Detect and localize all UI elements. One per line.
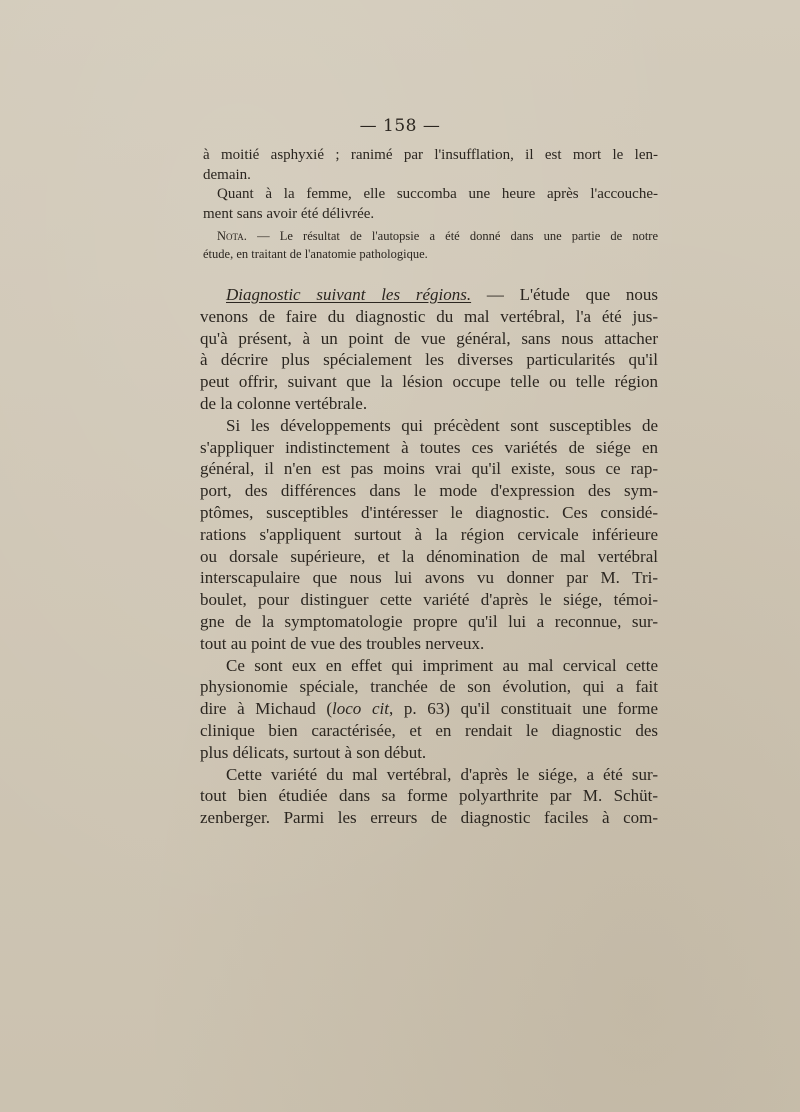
text-line: Si les développements qui précèdent sont susceptibles de <box>226 415 658 435</box>
text-line: à moitié asphyxié ; ranimé par l'insufflation, il est mort le len- <box>203 147 658 163</box>
text-line <box>200 698 658 720</box>
text-line <box>200 284 658 306</box>
text-line: ptômes, susceptibles d'intéresser le diagnostic. Ces considé- <box>200 502 658 522</box>
text-line: demain. <box>203 166 251 183</box>
text-line: plus délicats, surtout à son début. <box>200 742 427 762</box>
top-text <box>203 146 658 224</box>
page-number: — 158 — <box>359 116 441 136</box>
text-line: venons de faire du diagnostic du mal vertébral, l'a été jus- <box>200 306 658 326</box>
text-line: peut offrir, suivant que la lésion occupe telle ou telle région <box>200 372 658 392</box>
text-span: , p. 63) qu'il constituait une forme <box>388 699 658 719</box>
section-heading: Diagnostic suivant les régions. <box>226 285 472 304</box>
text-line: à décrire plus spécialement les diverses particularités qu'il <box>200 350 658 370</box>
text-line: ou dorsale supérieure, et la dénomination de mal vertébral <box>200 546 658 566</box>
text-line: étude, en traitant de l'anatomie pathologique. <box>203 247 428 261</box>
text-line: de la colonne vertébrale. <box>200 393 368 413</box>
text-span: — L'étude que nous <box>486 285 658 304</box>
main-body <box>200 284 658 829</box>
text-line: boulet, pour distinguer cette variété d'après le siége, témoi- <box>200 590 658 610</box>
nota-text: — Le résultat de l'autopsie a été donné dans une partie de notre <box>257 229 659 243</box>
nota-footnote <box>203 227 658 263</box>
text-span: dire à Michaud ( <box>200 699 333 719</box>
text-line: Quant à la femme, elle succomba une heure après l'accouche- <box>217 186 658 202</box>
text-line: gne de la symptomatologie propre qu'il lui a reconnue, sur- <box>200 611 658 631</box>
text-line: zenberger. Parmi les erreurs de diagnostic faciles à com- <box>200 808 658 828</box>
text-line: clinique bien caractérisée, et en rendait le diagnostic des <box>200 720 658 740</box>
text-line: Cette variété du mal vertébral, d'après le siége, a été sur- <box>226 764 658 784</box>
citation-italic: loco cit <box>332 699 389 719</box>
text-line: ment sans avoir été délivrée. <box>203 205 375 222</box>
text-line: interscapulaire que nous lui avons vu donner par M. Tri- <box>200 568 658 588</box>
text-line: physionomie spéciale, tranchée de son évolution, qui a fait <box>200 677 658 697</box>
text-line: tout au point de vue des troubles nerveux. <box>200 633 485 653</box>
text-line: s'appliquer indistinctement à toutes ces variétés de siége en <box>200 437 658 457</box>
text-line: Ce sont eux en effet qui impriment au mal cervical cette <box>226 655 658 675</box>
text-line: port, des différences dans le mode d'expression des sym- <box>200 481 658 501</box>
text-line: qu'à présent, à un point de vue général, sans nous attacher <box>200 328 658 348</box>
text-line: rations s'appliquent surtout à la région cervicale inférieure <box>200 524 658 544</box>
text-line: général, il n'en est pas moins vrai qu'il existe, sous ce rap- <box>200 459 658 479</box>
text-line <box>203 227 658 245</box>
text-line: tout bien étudiée dans sa forme polyarthrite par M. Schüt- <box>200 786 658 806</box>
nota-label: Nota. <box>217 229 247 243</box>
